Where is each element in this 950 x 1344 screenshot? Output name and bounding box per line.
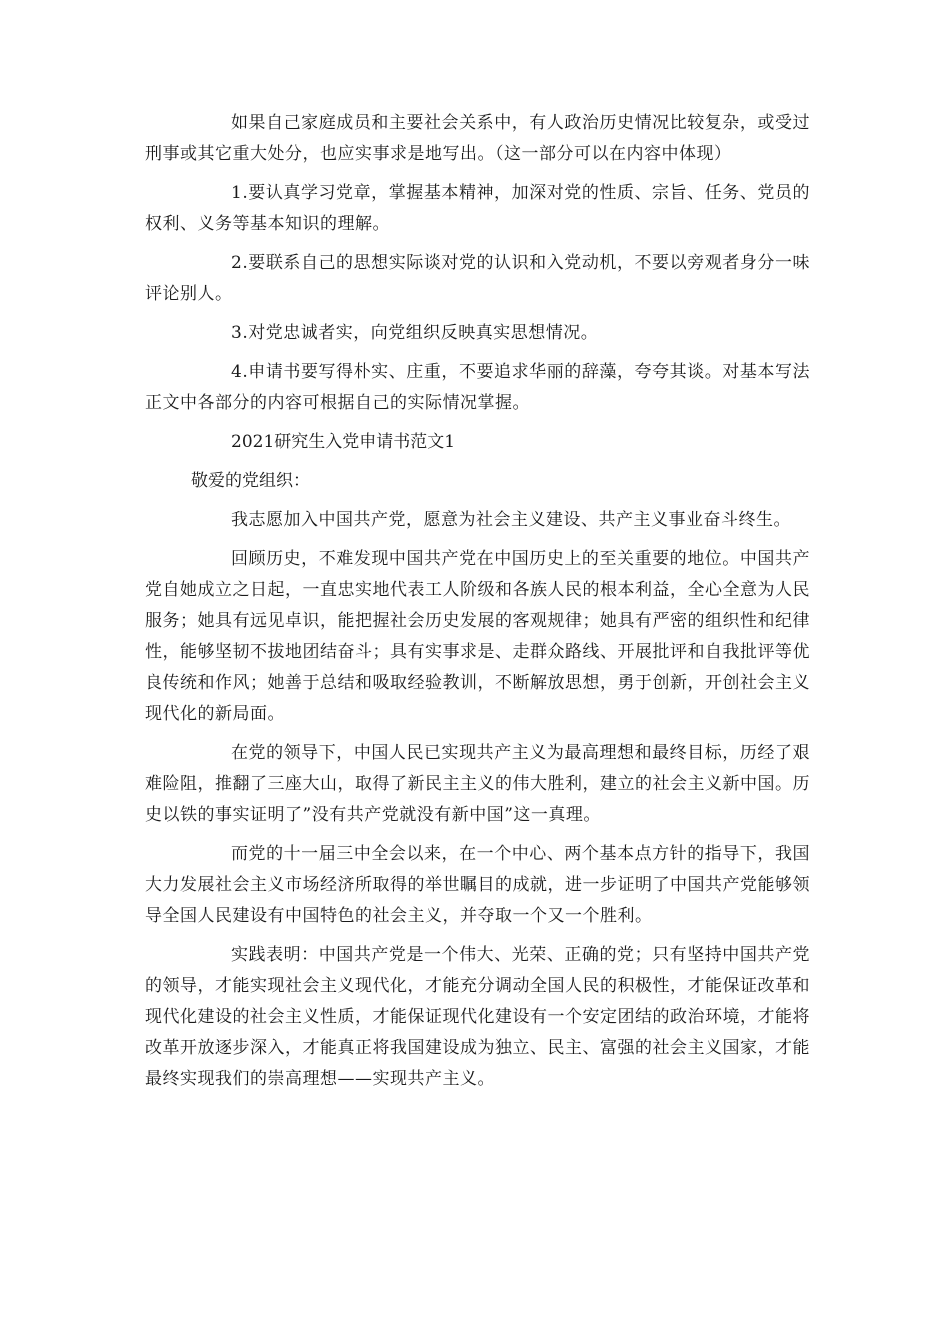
- body-paragraph-3: 在党的领导下，中国人民已实现共产主义为最高理想和最终目标，历经了艰难险阻，推翻了三座大山，取得了新民主主义的伟大胜利，建立的社会主义新中国。历史以铁的事实证明了”没有共产党就没有新中国”这一真理。: [145, 743, 810, 825]
- sample-title: 2021研究生入党申请书范文1: [231, 432, 456, 452]
- intro-paragraph: 如果自己家庭成员和主要社会关系中，有人政治历史情况比较复杂，或受过刑事或其它重大处分，也应实事求是地写出。（这一部分可以在内容中体现）: [145, 113, 810, 164]
- body-paragraph-1: 我志愿加入中国共产党，愿意为社会主义建设、共产主义事业奋斗终生。: [231, 510, 791, 530]
- guideline-point-4: 4.申请书要写得朴实、庄重，不要追求华丽的辞藻，夸夸其谈。对基本写法正文中各部分的内容可根据自己的实际情况掌握。: [145, 362, 810, 413]
- body-paragraph-5: 实践表明：中国共产党是一个伟大、光荣、正确的党；只有坚持中国共产党的领导，才能实现社会主义现代化，才能充分调动全国人民的积极性，才能保证改革和现代化建设的社会主义性质，才能保证现代化建设有一个安定团结的政治环境，才能将改革开放逐步深入，才能真正将我国建设成为独立、民主、富强的社会主义国家，才能最终实现我们的崇高理想——实现共产主义。: [145, 945, 810, 1089]
- guideline-point-1: 1.要认真学习党章，掌握基本精神，加深对党的性质、宗旨、任务、党员的权利、义务等基本知识的理解。: [145, 183, 810, 234]
- document-body: [145, 108, 810, 1095]
- guideline-point-3: 3.对党忠诚者实，向党组织反映真实思想情况。: [231, 323, 599, 343]
- body-paragraph-4: 而党的十一届三中全会以来，在一个中心、两个基本点方针的指导下，我国大力发展社会主义市场经济所取得的举世瞩目的成就，进一步证明了中国共产党能够领导全国人民建设有中国特色的社会主义，并夺取一个又一个胜利。: [145, 844, 810, 926]
- guideline-point-2: 2.要联系自己的思想实际谈对党的认识和入党动机，不要以旁观者身分一味评论别人。: [145, 253, 810, 304]
- salutation: 敬爱的党组织：: [191, 471, 310, 491]
- body-paragraph-2: 回顾历史，不难发现中国共产党在中国历史上的至关重要的地位。中国共产党自她成立之日起，一直忠实地代表工人阶级和各族人民的根本利益，全心全意为人民服务；她具有远见卓识，能把握社会历史发展的客观规律；她具有严密的组织性和纪律性，能够坚韧不拔地团结奋斗；具有实事求是、走群众路线、开展批评和自我批评等优良传统和作风；她善于总结和吸取经验教训，不断解放思想，勇于创新，开创社会主义现代化的新局面。: [145, 549, 810, 724]
